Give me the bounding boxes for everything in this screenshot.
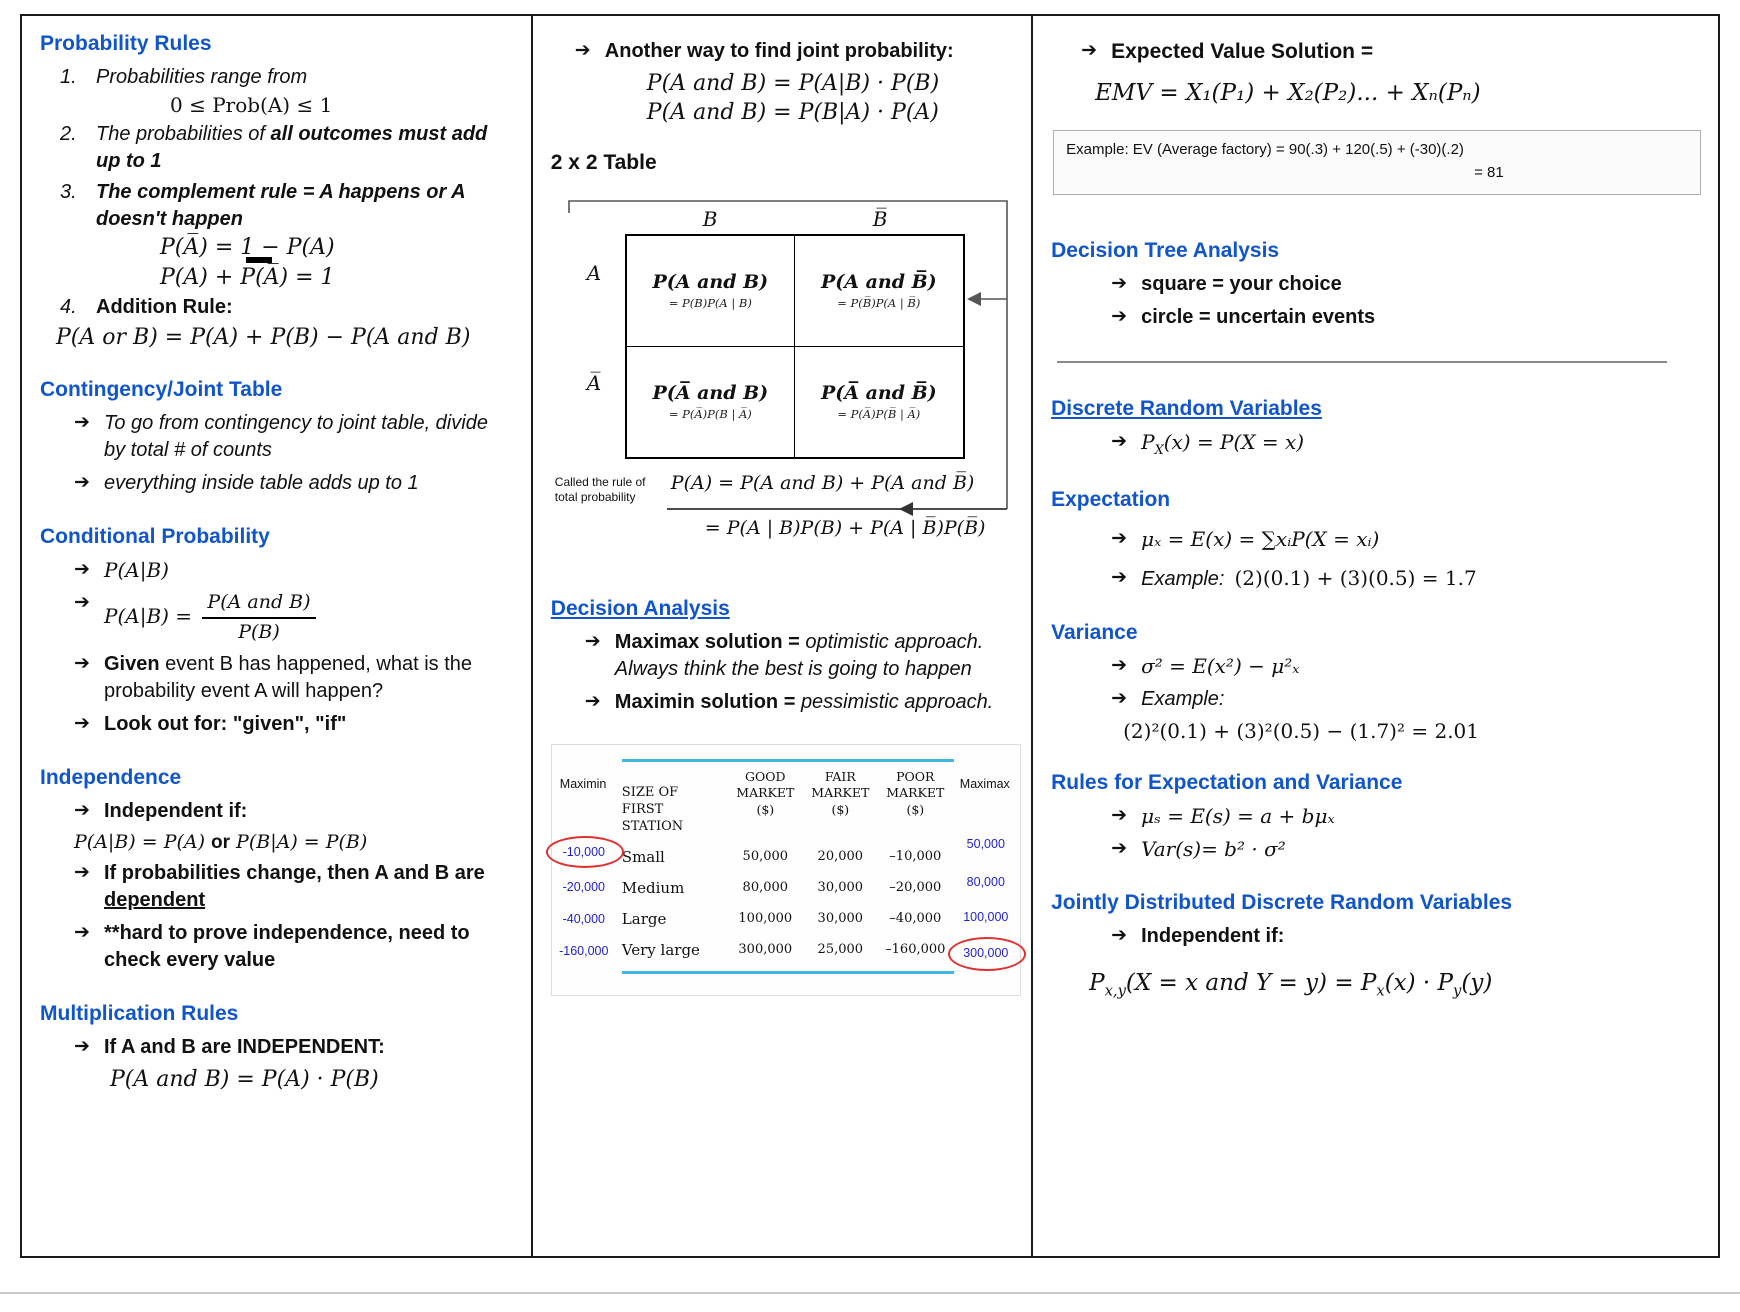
addition-rule-formula: P(A or B) = P(A) + P(B) − P(A and B) — [56, 325, 471, 350]
conditional-formula: P(A|B) = $\frac{\text{P(A and B)}}{P(B)}$ — [104, 590, 513, 645]
column-right — [1031, 16, 1718, 1256]
section-multiplication-rules — [40, 1002, 513, 1092]
arrow-bullet-icon: ➔ — [1111, 836, 1128, 859]
total-probability-formula-1: P(A) = P(A and B) + P(A and B̅) — [670, 472, 975, 494]
bullet-item — [74, 590, 513, 645]
arrow-bullet-icon: ➔ — [74, 411, 90, 433]
rule-1-formula: 0 ≤ Prob(A) ≤ 1 — [170, 93, 333, 117]
expectation-rule-formula: μₛ = E(s) = a + bμₓ — [1141, 803, 1335, 828]
bullet-item: ➔ Look out for: "given", "if" — [74, 712, 347, 736]
row-label-a-bar: A̅ — [586, 371, 602, 395]
section-title: Jointly Distributed Discrete Random Variables — [1051, 890, 1513, 914]
given-bold: Given — [104, 653, 160, 676]
arrow-bullet-icon: ➔ — [74, 1035, 90, 1058]
conditional-notation: P(A|B) — [104, 558, 169, 582]
table-row: Large 100,000 30,000 –40,000 — [621, 909, 942, 928]
section-conditional-probability — [40, 525, 513, 738]
maximin-value: -10,000 — [562, 845, 605, 859]
bullet-item: ➔ square = your choice — [1111, 272, 1342, 296]
section-variance — [1051, 621, 1700, 743]
bullet-item — [1111, 429, 1700, 459]
multiplication-formula: P(A and B) = P(A) · P(B) — [110, 1067, 379, 1093]
or-connector: or — [211, 832, 231, 854]
arrow-bullet-icon: ➔ — [74, 652, 90, 675]
section-decision-tree — [1051, 239, 1700, 363]
maximax-value: 300,000 — [963, 946, 1009, 960]
example-label: Example: — [1141, 567, 1225, 590]
dependent-underlined: dependent — [104, 889, 206, 912]
bullet-item — [1111, 653, 1700, 680]
rule-2-plain: The probabilities of — [96, 123, 271, 145]
table-row: Medium 80,000 30,000 –20,000 — [621, 878, 942, 897]
section-title: Expectation — [1051, 487, 1171, 511]
bullet-item — [1111, 526, 1700, 553]
maximax-value: 50,000 — [966, 837, 1005, 851]
poor-market-header: POOR MARKET ($) — [886, 769, 945, 817]
payoff-table-body — [622, 841, 954, 965]
payoff-table — [551, 744, 1021, 996]
arrow-bullet-icon: ➔ — [1081, 39, 1098, 61]
maximin-value: -40,000 — [562, 912, 605, 926]
arrow-bullet-icon: ➔ — [1111, 272, 1128, 295]
arrow-bullet-icon: ➔ — [74, 861, 90, 884]
expectation-formula: μₓ = E(x) = ∑xᵢP(X = xᵢ) — [1141, 526, 1380, 551]
size-header: SIZE OF FIRST STATION — [621, 785, 684, 834]
cell-a-and-b: P(A and B) = P(B)P(A | B) — [627, 236, 795, 347]
given-rest: event B has happened, what is the probability event A will happen? — [104, 653, 473, 703]
row-label-a: A — [586, 261, 602, 285]
bullet-item: ➔ Maximin solution = pessimistic approach. — [584, 690, 994, 713]
bullet-item: ➔ Another way to find joint probability: — [574, 39, 954, 62]
bullet-item: ➔ If A and B are INDEPENDENT: — [74, 1035, 385, 1059]
two-by-two-grid — [625, 234, 965, 459]
rule-item-2: 2. The probabilities of all outcomes must add up to 1 — [60, 123, 488, 172]
bullet-item — [1111, 836, 1700, 863]
rule-2-bold: all outcomes must add up to 1 — [96, 123, 488, 172]
joint-independence-formula: $P_{x,y}(X = x$ and $Y = y) = P_x(x) \cdot P_y(y)$ — [1089, 969, 1493, 1000]
variance-rule-formula: Var(s)= b² · σ² — [1141, 836, 1286, 861]
maximax-value: 100,000 — [963, 910, 1009, 924]
bullet-item: ➔ Maximax solution = optimistic approach. Always think the best is going to happen — [584, 630, 984, 680]
arrow-bullet-icon: ➔ — [584, 690, 601, 712]
arrow-bullet-icon: ➔ — [1111, 565, 1128, 588]
section-title: Independence — [40, 766, 182, 790]
table-row: Small 50,000 20,000 –10,000 — [621, 847, 942, 866]
arrow-bullet-icon: ➔ — [1111, 923, 1128, 946]
arrow-bullet-icon: ➔ — [74, 921, 90, 944]
bullet-item: ➔ Independent if: — [1111, 923, 1285, 947]
good-market-header: GOOD MARKET ($) — [736, 769, 795, 817]
section-title: Decision Analysis — [550, 597, 730, 620]
maximin-answer-circle — [546, 836, 624, 868]
bullet-item: ➔ If probabilities change, then A and B are dependent — [74, 861, 485, 912]
section-title: Probability Rules — [40, 32, 212, 55]
fraction: $\frac{\text{P(A and B)}}{P(B)}$ — [202, 590, 315, 645]
arrow-bullet-icon: ➔ — [74, 591, 90, 613]
page-break-line — [0, 1292, 1740, 1294]
joint-formula-1: P(A and B) = P(A|B) · P(B) — [646, 71, 940, 96]
table-top-rule — [622, 759, 954, 762]
independence-formula: P(A|B) = P(A) or P(B|A) = P(B) — [74, 831, 368, 854]
complement-formula-1: P(A̅) = 1 − P(A) — [160, 235, 335, 260]
arrow-bullet-icon: ➔ — [74, 712, 90, 735]
example-label: Example: — [1141, 687, 1225, 710]
section-rules-expectation-variance — [1051, 771, 1700, 863]
section-title: Decision Tree Analysis — [1051, 239, 1280, 263]
column-label-b-bar: B̅ — [872, 207, 888, 231]
pmf-formula: $P_X(x) = P(X = x)$ — [1141, 430, 1305, 459]
bullet-item: ➔ **hard to prove independence, need to check every value — [74, 921, 470, 972]
column-middle — [531, 16, 1031, 1256]
section-expectation — [1051, 488, 1700, 593]
arrow-bullet-icon: ➔ — [574, 39, 591, 61]
arrow-bullet-icon: ➔ — [74, 799, 90, 822]
arrow-bullet-icon: ➔ — [74, 558, 90, 580]
arrow-bullet-icon: ➔ — [1111, 526, 1128, 549]
joint-formula-2: P(A and B) = P(B|A) · P(A) — [646, 100, 939, 125]
table-bottom-rule — [622, 971, 954, 974]
two-by-two-table — [555, 179, 1029, 571]
emv-formula: EMV = X₁(P₁) + X₂(P₂)... + Xₙ(Pₙ) — [1095, 80, 1481, 107]
arrow-bullet-icon: ➔ — [74, 471, 90, 493]
bullet-item: ➔ circle = uncertain events — [1111, 305, 1376, 329]
section-jointly-distributed — [1051, 891, 1700, 1000]
bullet-item: ➔ Expected Value Solution = — [1081, 39, 1374, 63]
section-title: Conditional Probability — [40, 525, 270, 548]
bullet-item: ➔ everything inside table adds up to 1 — [74, 471, 419, 494]
bullet-item: ➔ To go from contingency to joint table, divide by total # of counts — [74, 411, 488, 461]
rule-item-3: 3. The complement rule = A happens or A doesn't happen — [60, 181, 465, 230]
section-divider — [1057, 361, 1667, 363]
arrow-bullet-icon: ➔ — [1111, 305, 1128, 328]
variance-formula: σ² = E(x²) − μ²ₓ — [1141, 653, 1300, 678]
arrow-bullet-icon: ➔ — [1111, 653, 1128, 676]
arrow-bullet-icon: ➔ — [1111, 803, 1128, 826]
column-label-b: B — [702, 207, 718, 231]
maximin-value: -160,000 — [559, 944, 609, 958]
section-contingency-joint-table — [40, 378, 513, 497]
arrow-bullet-icon: ➔ — [1111, 430, 1128, 453]
maximin-value: -20,000 — [562, 880, 605, 894]
maximax-value: 80,000 — [966, 875, 1005, 889]
variance-example: (2)²(0.1) + (3)²(0.5) − (1.7)² = 2.01 — [1123, 718, 1480, 743]
maximin-label: Maximin — [559, 777, 607, 791]
bullet-item — [74, 651, 513, 705]
fair-market-header: FAIR MARKET ($) — [811, 769, 870, 817]
section-decision-analysis — [551, 597, 1013, 716]
maximax-label: Maximax — [959, 777, 1010, 791]
example-line-2: = 81 — [1474, 163, 1504, 181]
bullet-item — [1111, 565, 1700, 593]
section-probability-rules — [40, 32, 513, 350]
expectation-example: (2)(0.1) + (3)(0.5) = 1.7 — [1234, 565, 1477, 590]
section-expected-value — [1051, 38, 1700, 195]
section-title: Contingency/Joint Table — [40, 378, 283, 401]
bullet-item — [1111, 803, 1700, 830]
section-title: Variance — [1051, 620, 1138, 644]
total-probability-formula-2: = P(A | B)P(B) + P(A | B̅)P(B̅) — [704, 517, 986, 539]
two-by-two-table-title: 2 x 2 Table — [550, 151, 657, 174]
cell-abar-and-b: P(A̅ and B) = P(A̅)P(B | A̅) — [627, 347, 795, 458]
bullet-item: ➔ Independent if: — [74, 799, 248, 823]
maximax-answer-circle — [948, 937, 1026, 971]
section-discrete-random-variables — [1051, 397, 1700, 459]
section-independence — [40, 766, 513, 974]
complement-formula-2: P(A) + P(A̅) = 1 — [160, 265, 335, 290]
cell-abar-and-bbar: P(A̅ and B̅) = P(A̅)P(B̅ | A̅) — [820, 382, 937, 422]
bullet-item — [74, 557, 513, 584]
payoff-table-header — [622, 769, 954, 836]
section-title: Rules for Expectation and Variance — [1051, 770, 1403, 794]
rule-item-4: 4. Addition Rule: — [60, 296, 233, 318]
example-box — [1053, 130, 1701, 195]
bullet-item — [1111, 686, 1700, 713]
cell-a-and-bbar: P(A and B̅) = P(B̅)P(A | B̅) — [795, 236, 963, 347]
example-line-1: Example: EV (Average factory) = 90(.3) + 120(.5) + (-30)(.2) — [1066, 141, 1464, 159]
notes-sheet — [20, 14, 1720, 1258]
table-row: Very large 300,000 25,000 –160,000 — [621, 940, 946, 959]
column-left — [22, 16, 531, 1256]
section-title: Discrete Random Variables — [1051, 397, 1322, 421]
rule-item-1: 1. Probabilities range from — [60, 66, 308, 88]
arrow-bullet-icon: ➔ — [1111, 686, 1128, 709]
section-title: Multiplication Rules — [40, 1002, 239, 1026]
arrow-bullet-icon: ➔ — [584, 630, 601, 652]
section-joint-probability — [551, 38, 1013, 125]
rule-of-total-probability-note: Called the rule of total probability — [554, 475, 646, 504]
